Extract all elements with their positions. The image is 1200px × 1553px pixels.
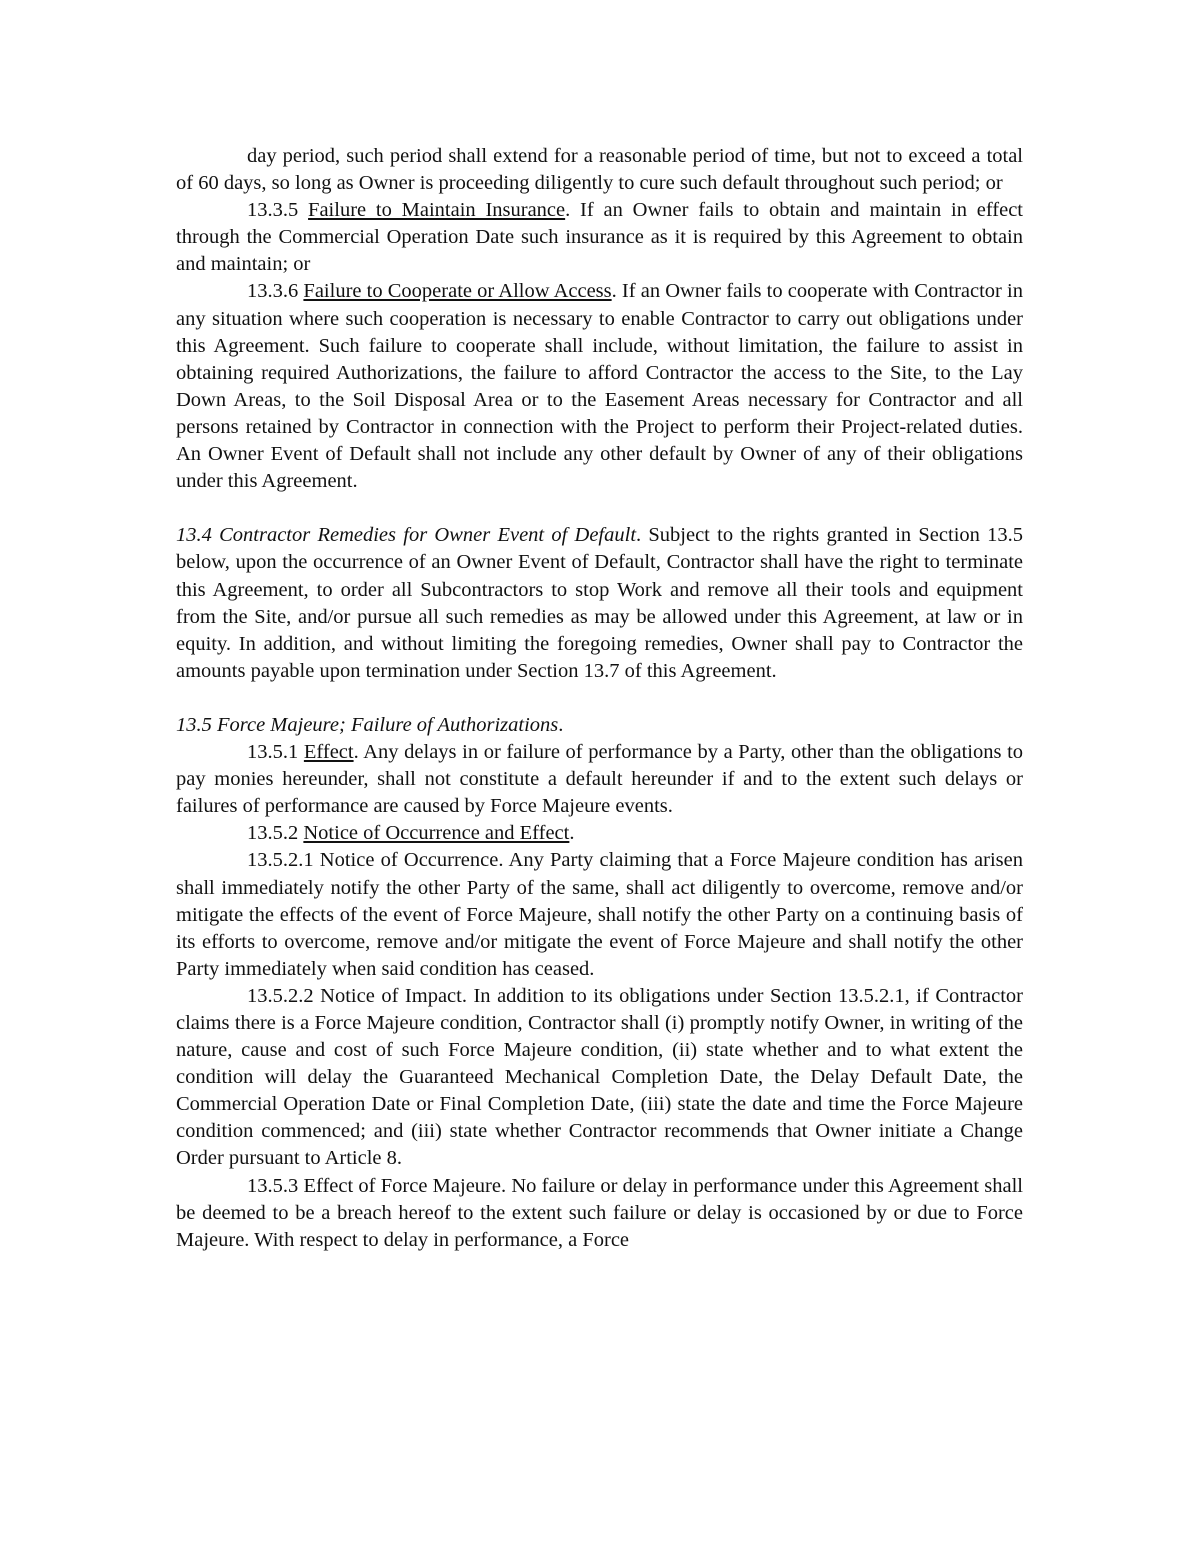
- section-body: . If an Owner fails to cooperate with Contractor in any situation where such cooperation is necessary to enable Contractor to carry out obligations under this Agreement. Such failure to cooperate shall include, without limitation, the failure to assist in obtaining required Authorizations, the failure to afford Contractor the access to the Site, to the Lay Down Areas, to the Soil Disposal Area or to the Easement Areas necessary for Contractor and all persons retained by Contractor in connection with the Project to perform their Project-related duties. An Owner Event of Default shall not include any other default by Owner of any of their obligations under this Agreement.: [176, 280, 1023, 493]
- section-13-5-1: [176, 739, 1023, 820]
- section-heading: 13.4 Contractor Remedies for Owner Event of Default: [176, 524, 637, 547]
- section-13-5-3: 13.5.3 Effect of Force Majeure. No failure or delay in performance under this Agreement shall be deemed to be a breach hereof to the extent such failure or delay is occasioned by or due to Force Majeure. With respect to delay in performance, a Force: [176, 1174, 1023, 1251]
- section-body: . Any delays in or failure of performance by a Party, other than the obligations to pay monies hereunder, shall not constitute a default hereunder if and to the extent such delays or failures of performance are caused by Force Majeure events.: [176, 741, 1024, 818]
- section-number: 13.3.5: [247, 199, 309, 222]
- section-heading: Failure to Cooperate or Allow Access: [303, 280, 612, 303]
- section-number: 13.5.2: [247, 822, 304, 845]
- section-number: 13.3.6: [247, 280, 304, 303]
- document-page: [176, 143, 1023, 1254]
- section-body: . If an Owner fails to obtain and maintain in effect through the Commercial Operation Date such insurance as it is required by this Agreement to obtain and maintain; or: [176, 199, 1024, 276]
- section-heading: 13.5 Force Majeure; Failure of Authorizations: [176, 713, 559, 736]
- section-body: .: [569, 822, 575, 845]
- section-13-5-2-1: 13.5.2.1 Notice of Occurrence. Any Party claiming that a Force Majeure condition has arisen shall immediately notify the other Party of the same, shall act diligently to overcome, remove and/or mitigate the effects of the event of Force Majeure, shall notify the other Party on a continuing basis of its efforts to overcome, remove and/or mitigate the event of Force Majeure and shall notify the other Party immediately when said condition has ceased.: [176, 849, 1023, 980]
- section-body: .: [558, 713, 564, 736]
- paragraph-cure-period: day period, such period shall extend for a reasonable period of time, but not to exceed a total of 60 days, so long as Owner is proceeding diligently to cure such default throughout such period; or: [176, 145, 1023, 195]
- section-13-5: [176, 712, 1023, 739]
- section-13-5-2-2: 13.5.2.2 Notice of Impact. In addition to its obligations under Section 13.5.2.1, if Contractor claims there is a Force Majeure condition, Contractor shall (i) promptly notify Owner, in writing of the nature, cause and cost of such Force Majeure condition, (ii) state whether and to what extent the condition will delay the Guaranteed Mechanical Completion Date, the Delay Default Date, the Commercial Operation Date or Final Completion Date, (iii) state the date and time the Force Majeure condition commenced; and (iii) state whether Contractor recommends that Owner initiate a Change Order pursuant to Article 8.: [176, 984, 1023, 1170]
- section-body: . Subject to the rights granted in Section 13.5 below, upon the occurrence of an Owner Event of Default, Contractor shall have the right to terminate this Agreement, to order all Subcontractors to stop Work and remove all their tools and equipment from the Site, and/or pursue all such remedies as may be allowed under this Agreement, at law or in equity. In addition, and without limiting the foregoing remedies, Owner shall pay to Contractor the amounts payable upon termination under Section 13.7 of this Agreement.: [176, 524, 1023, 682]
- section-heading: Effect: [303, 741, 354, 764]
- section-heading: Notice of Occurrence and Effect: [303, 822, 570, 845]
- section-13-3-5: [176, 197, 1023, 278]
- section-13-4: [176, 522, 1023, 685]
- section-heading: Failure to Maintain Insurance: [308, 199, 566, 222]
- section-13-3-6: [176, 278, 1023, 495]
- section-number: 13.5.1: [247, 741, 304, 764]
- section-13-5-2: [176, 820, 1023, 847]
